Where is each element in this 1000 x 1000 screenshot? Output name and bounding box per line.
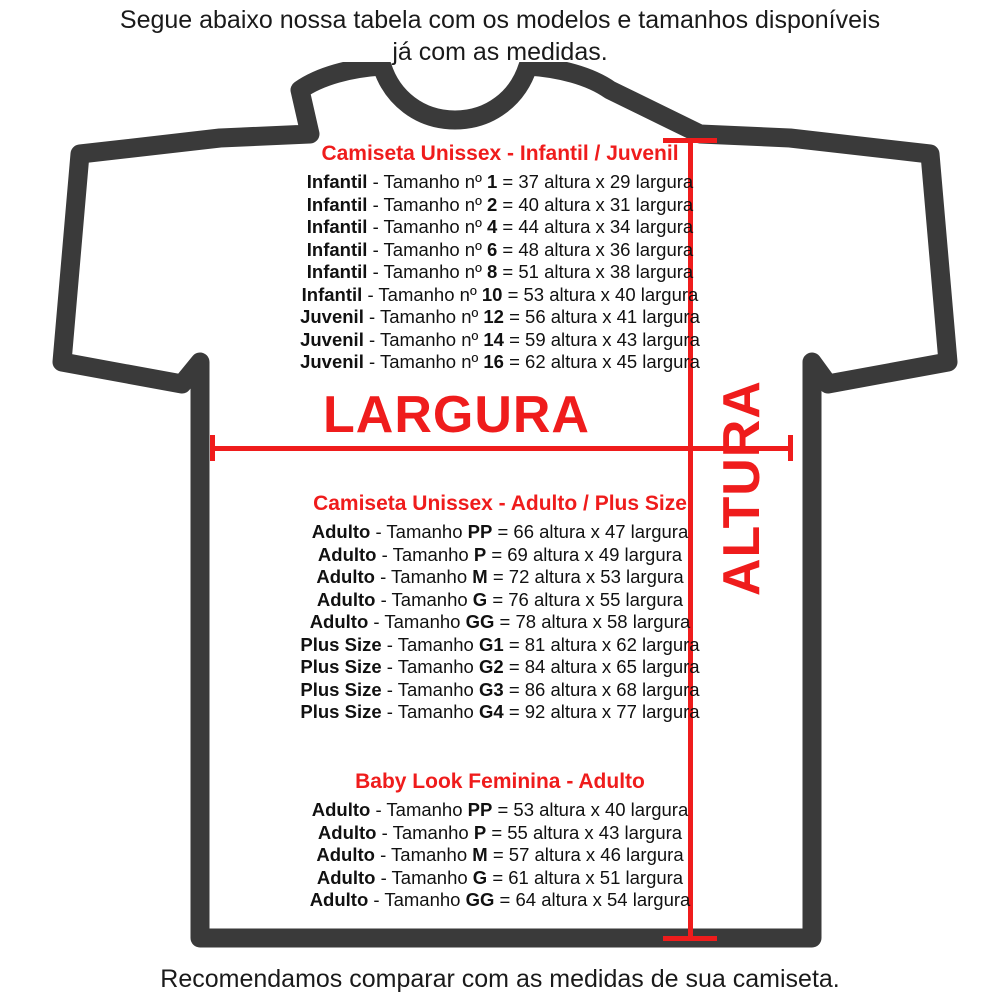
table-row [120,589,880,612]
row-sep: - [375,799,387,820]
row-sep: - [386,656,398,677]
table-row [120,239,880,262]
row-group: Infantil [306,193,368,215]
row-sep: - [381,543,393,565]
row-value: = 37 altura x 29 largura [502,171,694,192]
row-group: Adulto [309,889,369,910]
row-size: G4 [478,701,504,722]
row-size: 12 [483,306,504,327]
row-sep: - [368,328,380,350]
row-sep: - [386,678,398,700]
row-value: = 57 altura x 46 largura [492,844,684,865]
row-size: GG [465,611,495,632]
row-group: Juvenil [300,351,364,372]
row-size: G2 [478,656,504,677]
row-value: = 53 altura x 40 largura [507,283,699,305]
row-size: 6 [486,238,498,260]
table-title: Baby Look Feminina - Adulto [355,770,645,793]
table-title: Camiseta Unissex - Adulto / Plus Size [313,492,687,515]
height-label: ALTURA [713,380,771,596]
table-row [120,701,880,724]
row-size-prefix: Tamanho nº [383,261,482,282]
row-size: 2 [486,193,498,215]
row-size: M [472,844,488,865]
row-size: GG [465,889,495,910]
row-value: = 59 altura x 43 largura [509,328,700,350]
row-value: = 56 altura x 41 largura [509,306,700,327]
row-value: = 53 altura x 40 largura [497,799,689,820]
row-value: = 40 altura x 31 largura [502,193,694,215]
row-size-prefix: Tamanho [397,633,474,655]
table-infantil-juvenil [120,142,880,374]
row-size: G [472,866,488,888]
row-size: 4 [486,216,498,237]
table-row [120,867,880,890]
row-size-prefix: Tamanho [384,889,461,910]
table-baby-look [120,770,880,912]
table-row [120,261,880,284]
row-size-prefix: Tamanho [392,543,469,565]
row-size: PP [467,799,493,820]
row-size-prefix: Tamanho [397,678,474,700]
row-value: = 78 altura x 58 largura [499,611,691,632]
row-sep: - [380,566,392,587]
table-row [120,889,880,912]
row-group: Adulto [311,521,371,542]
row-value: = 64 altura x 54 largura [499,889,691,910]
row-size-prefix: Tamanho nº [383,216,482,237]
table-row [120,611,880,634]
table-row [120,171,880,194]
row-sep: - [380,844,392,865]
row-group: Adulto [311,799,371,820]
width-measure-line [212,446,792,451]
row-group: Adulto [317,821,377,843]
row-size: 10 [481,283,503,305]
table-row [120,679,880,702]
row-size: M [472,566,488,587]
row-sep: - [372,261,384,282]
row-group: Juvenil [300,328,364,350]
row-group: Adulto [316,866,376,888]
footer-text: Recomendamos comparar com as medidas de sua camiseta. [160,965,840,993]
header-line-1: Segue abaixo nossa tabela com os modelos e tamanhos disponíveis [119,6,881,34]
row-value: = 51 altura x 38 largura [502,261,694,282]
row-size-prefix: Tamanho [386,799,463,820]
row-value: = 44 altura x 34 largura [502,216,694,237]
row-group: Adulto [316,844,375,865]
row-value: = 62 altura x 45 largura [509,351,700,372]
row-size-prefix: Tamanho [391,566,468,587]
row-sep: - [373,611,385,632]
row-value: = 66 altura x 47 largura [497,521,689,542]
row-group: Plus Size [300,678,382,700]
height-measure-cap-bottom [663,936,717,941]
row-group: Adulto [316,566,375,587]
width-measure-cap-left [210,435,215,461]
row-sep: - [373,889,385,910]
row-sep: - [380,866,392,888]
table-row [120,656,880,679]
row-sep: - [386,701,398,722]
row-size-prefix: Tamanho nº [379,351,479,372]
header-line-2: já com as medidas. [392,38,608,66]
table-row [120,544,880,567]
row-group: Infantil [301,283,363,305]
table-title: Camiseta Unissex - Infantil / Juvenil [321,142,679,165]
row-group: Infantil [306,171,368,192]
row-group: Adulto [317,543,377,565]
row-group: Plus Size [300,701,382,722]
table-row [120,521,880,544]
row-group: Adulto [309,611,369,632]
row-size-prefix: Tamanho nº [383,193,482,215]
row-size-prefix: Tamanho [386,521,463,542]
row-size-prefix: Tamanho [391,866,468,888]
table-row [120,216,880,239]
width-measure-cap-right [788,435,793,461]
row-sep: - [372,238,384,260]
row-size-prefix: Tamanho [397,656,474,677]
row-value: = 55 altura x 43 largura [491,821,683,843]
row-size: 16 [483,351,504,372]
row-value: = 76 altura x 55 largura [492,588,684,610]
row-group: Juvenil [300,306,364,327]
row-value: = 72 altura x 53 largura [492,566,684,587]
row-size: 1 [486,171,498,192]
table-row [120,284,880,307]
row-size: G3 [478,678,504,700]
row-size: G [472,588,488,610]
row-value: = 86 altura x 68 largura [508,678,700,700]
row-size-prefix: Tamanho nº [379,328,479,350]
table-row [120,822,880,845]
row-sep: - [368,306,380,327]
row-size-prefix: Tamanho [391,844,468,865]
row-size: PP [467,521,493,542]
table-row [120,566,880,589]
row-sep: - [372,216,384,237]
row-sep: - [381,821,393,843]
row-group: Infantil [306,261,368,282]
row-size-prefix: Tamanho [397,701,474,722]
table-row [120,329,880,352]
row-size: 14 [483,328,504,350]
row-size-prefix: Tamanho [392,821,469,843]
row-size: 8 [486,261,498,282]
table-row [120,306,880,329]
row-sep: - [386,633,398,655]
row-value: = 92 altura x 77 largura [508,701,700,722]
table-row [120,634,880,657]
row-size: P [473,821,487,843]
row-group: Plus Size [300,633,382,655]
row-size-prefix: Tamanho nº [379,306,479,327]
row-group: Infantil [306,238,368,260]
table-row [120,194,880,217]
row-sep: - [372,193,384,215]
row-value: = 69 altura x 49 largura [491,543,683,565]
row-size-prefix: Tamanho [384,611,461,632]
row-group: Plus Size [300,656,382,677]
width-label: LARGURA [323,386,590,444]
row-sep: - [380,588,392,610]
row-sep: - [372,171,384,192]
row-group: Infantil [306,216,368,237]
row-value: = 81 altura x 62 largura [508,633,700,655]
row-sep: - [375,521,387,542]
row-size-prefix: Tamanho nº [378,283,477,305]
row-size-prefix: Tamanho nº [383,171,482,192]
table-adulto-plus-size [120,492,880,724]
row-size: P [473,543,487,565]
row-group: Adulto [316,588,376,610]
row-value: = 84 altura x 65 largura [508,656,700,677]
row-size-prefix: Tamanho nº [383,238,482,260]
table-row [120,351,880,374]
table-row [120,844,880,867]
table-row [120,799,880,822]
row-sep: - [368,351,380,372]
row-value: = 61 altura x 51 largura [492,866,684,888]
row-value: = 48 altura x 36 largura [502,238,694,260]
header-text [0,4,1000,68]
row-size: G1 [478,633,504,655]
row-size-prefix: Tamanho [391,588,468,610]
row-sep: - [367,283,379,305]
